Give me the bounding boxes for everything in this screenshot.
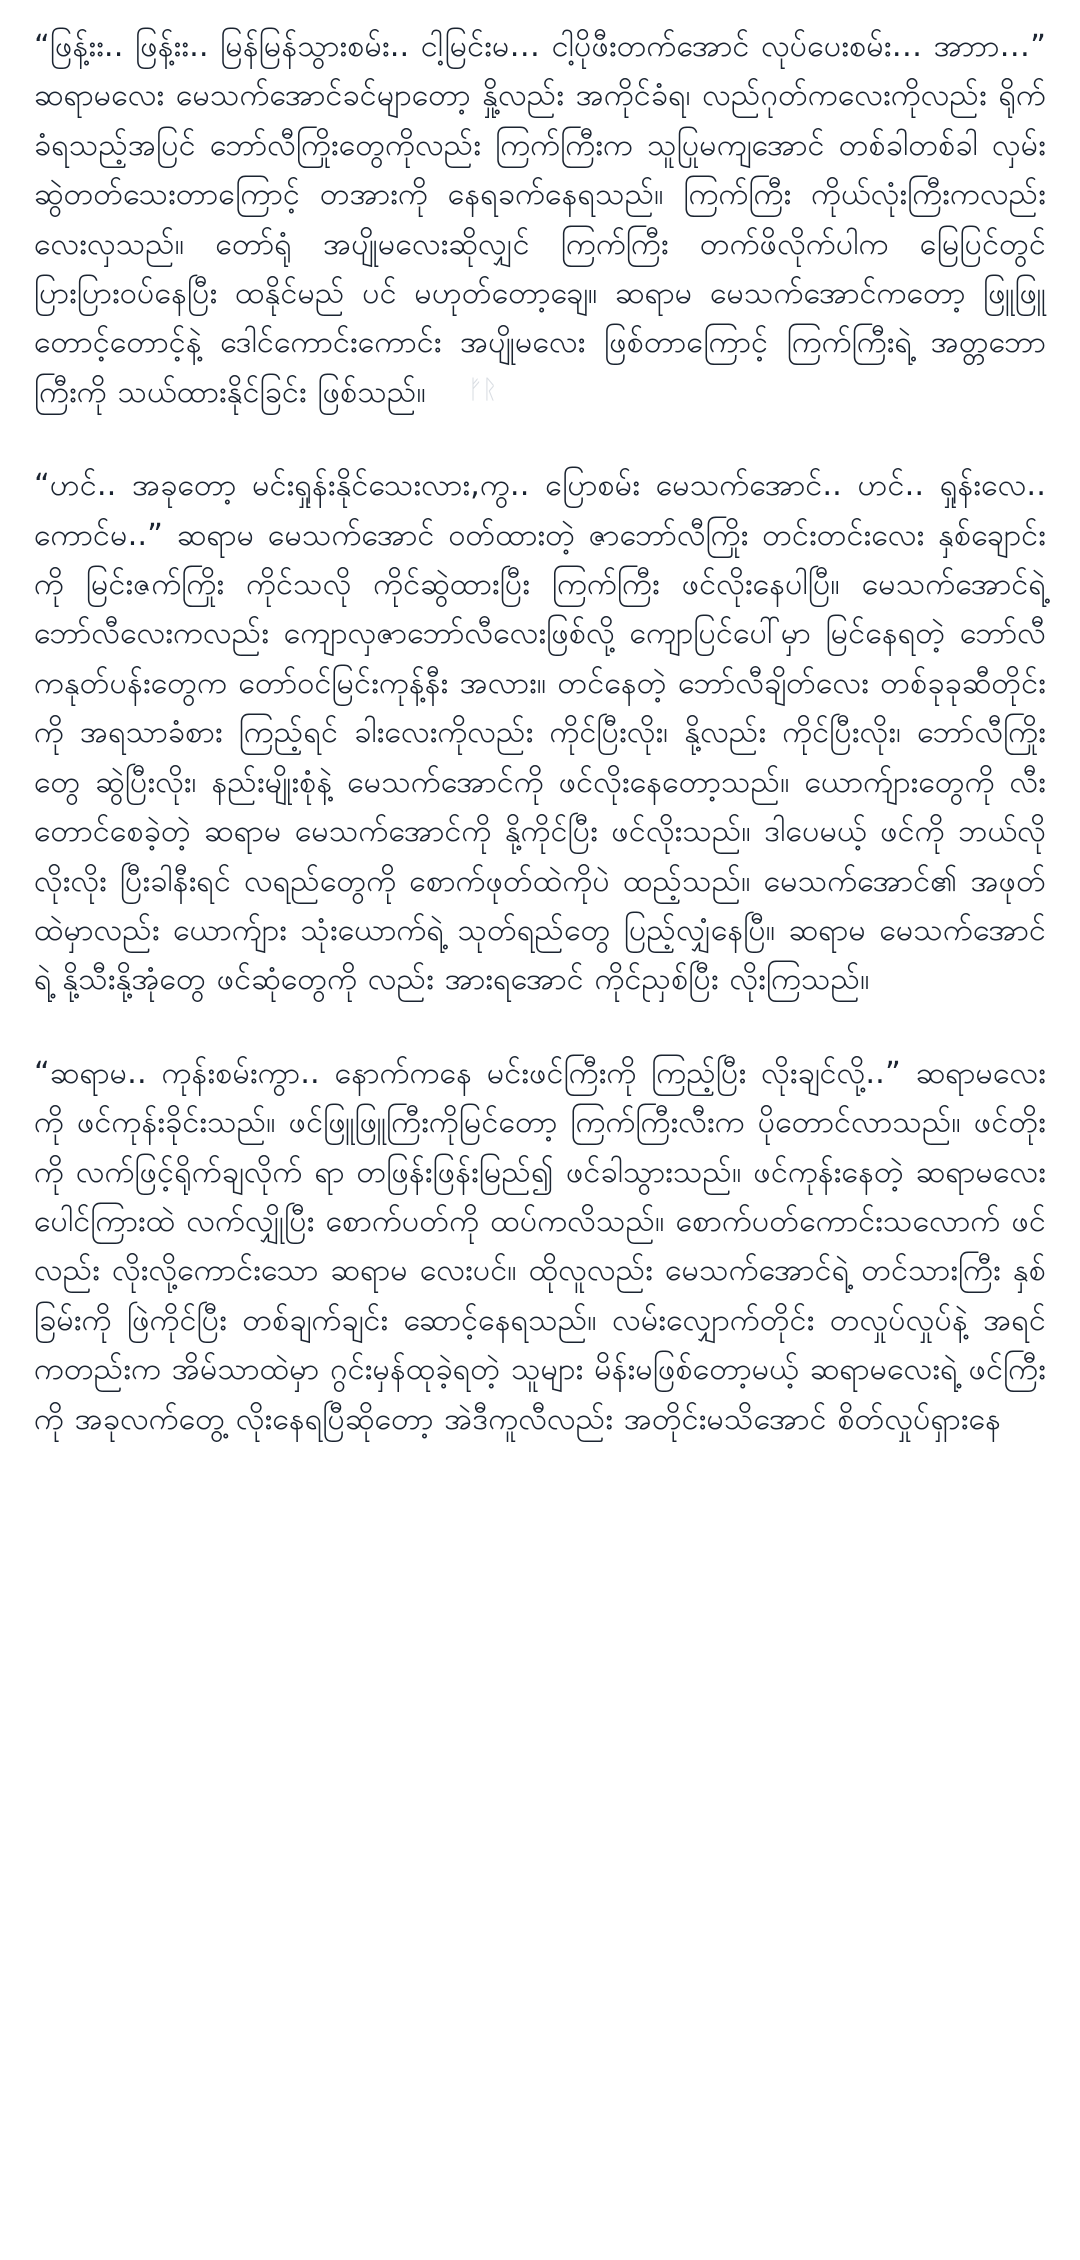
body-paragraph-1: “ဖြန့်းး.. ဖြန့်းး.. မြန်မြန်သွားစမ်း.. ငါ့မြင်းမ… ငါ့ပိုဖီးတက်အောင် လုပ်ပေးစမ်း… အာာာ…” ဆရာမလေး မေသက်အောင်ခင်မျာတော့ နှို့လည်း အကိုင်ခံရ၊ လည်ဂုတ်ကလေးကိုလည်း ရိုက်ခံရသည့်အပြင် ဘော်လီကြိုးတွေကိုလည်း ကြက်ကြီးက သူပြုမကျအောင် တစ်ခါတစ်ခါ လှမ်းဆွဲတတ်သေးတာကြောင့် တအားကို နေရခက်နေရသည်။ ကြက်ကြီး ကိုယ်လုံးကြီးကလည်း လေးလှသည်။ တော်ရုံ အပျိုမလေးဆိုလျှင် ကြက်ကြီး တက်ဖိလိုက်ပါက မြေပြင်တွင် ပြားပြားဝပ်နေပြီး ထနိုင်မည် ပင် မဟုတ်တော့ချေ။ ဆရာမ မေသက်အောင်ကတော့ ဖြူဖြူတောင့်တောင့်နဲ့ ဒေါင်ကောင်းကောင်း အပျိုမလေး ဖြစ်တာကြောင့် ကြက်ကြီးရဲ့ အတ္တဘောကြီးကို သယ်ထားနိုင်ခြင်း ဖြစ်သည်။ <box>34 29 1046 410</box>
body-paragraph-2: “ဟင်.. အခုတော့ မင်းရှုန်းနိုင်သေးလား,ကွ.. ပြောစမ်း မေသက်အောင်.. ဟင်.. ရှုန်းလေ.. ကောင်မ..” ဆရာမ မေသက်အောင် ဝတ်ထားတဲ့ ဇာဘော်လီကြိုး တင်းတင်းလေး နှစ်ချောင်းကို မြင်းဇက်ကြိုး ကိုင်သလို ကိုင်ဆွဲထားပြီး ကြက်ကြီး ဖင်လိုးနေပါပြီ။ မေသက်အောင်ရဲ့ ဘော်လီလေးကလည်း ကျောလှဇာဘော်လီလေးဖြစ်လို့ ကျောပြင်ပေါ်မှာ မြင်နေရတဲ့ ဘော်လီကနုတ်ပန်းတွေက တော်ဝင်မြင်းကုန့်နီး အလား။ တင်နေတဲ့ ဘော်လီချိတ်လေး တစ်ခုခုဆီတိုင်းကို အရသာခံစား ကြည့်ရင် ခါးလေးကိုလည်း ကိုင်ပြီးလိုး၊ နို့လည်း ကိုင်ပြီးလိုး၊ ဘော်လီကြိုးတွေ ဆွဲပြီးလိုး၊ နည်းမျိုးစုံနဲ့ မေသက်အောင်ကို ဖင်လိုးနေတော့သည်။ ယောက်ျားတွေကို လီးတောင်စေခဲ့တဲ့ ဆရာမ မေသက်အောင်ကို နို့ကိုင်ပြီး ဖင်လိုးသည်။ ဒါပေမယ့် ဖင်ကို ဘယ်လိုလိုးလိုး ပြီးခါနီးရင် လရည်တွေကို စောက်ဖုတ်ထဲကိုပဲ ထည့်သည်။ မေသက်အောင်၏ အဖုတ်ထဲမှာလည်း ယောက်ျား သုံးယောက်ရဲ့ သုတ်ရည်တွေ ပြည့်လျှံနေပြီ။ ဆရာမ မေသက်အောင်ရဲ့ နို့သီးနို့အုံတွေ ဖင်ဆုံတွေကို လည်း အားရအောင် ကိုင်ညှစ်ပြီး လိုးကြသည်။ <box>34 468 1046 998</box>
body-paragraph-3: “ဆရာမ.. ကုန်းစမ်းကွာ.. နောက်ကနေ မင်းဖင်ကြီးကို ကြည့်ပြီး လိုးချင်လို့..” ဆရာမလေးကို ဖင်ကုန်းခိုင်းသည်။ ဖင်ဖြူဖြူကြီးကိုမြင်တော့ ကြက်ကြီးလီးက ပိုတောင်လာသည်။ ဖင်တိုးကို လက်ဖြင့်ရိုက်ချလိုက် ရာ တဖြန်းဖြန်းမြည်၍ ဖင်ခါသွားသည်။ ဖင်ကုန်းနေတဲ့ ဆရာမလေး ပေါင်ကြားထဲ လက်လျှိုပြီး စောက်ပတ်ကို ထပ်ကလိသည်။ စောက်ပတ်ကောင်းသလောက် ဖင်လည်း လိုးလို့ကောင်းသော ဆရာမ လေးပင်။ ထိုလူလည်း မေသက်အောင်ရဲ့ တင်သားကြီး နှစ်ခြမ်းကို ဖြဲကိုင်ပြီး တစ်ချက်ချင်း ဆောင့်နေရသည်။ လမ်းလျှောက်တိုင်း တလှုပ်လှုပ်နဲ့ အရင်ကတည်းက အိမ်သာထဲမှာ ဂွင်းမှန်ထုခဲ့ရတဲ့ သူများ မိန်းမဖြစ်တော့မယ့် ဆရာမလေးရဲ့ ဖင်ကြီးကို အခုလက်တွေ့ လိုးနေရပြီဆိုတော့ အဲဒီကူလီလည်း အတိုင်းမသိအောင် စိတ်လှုပ်ရှားနေ <box>34 1055 1046 1437</box>
watermark-overlay: ᚠᚱ <box>467 375 497 405</box>
